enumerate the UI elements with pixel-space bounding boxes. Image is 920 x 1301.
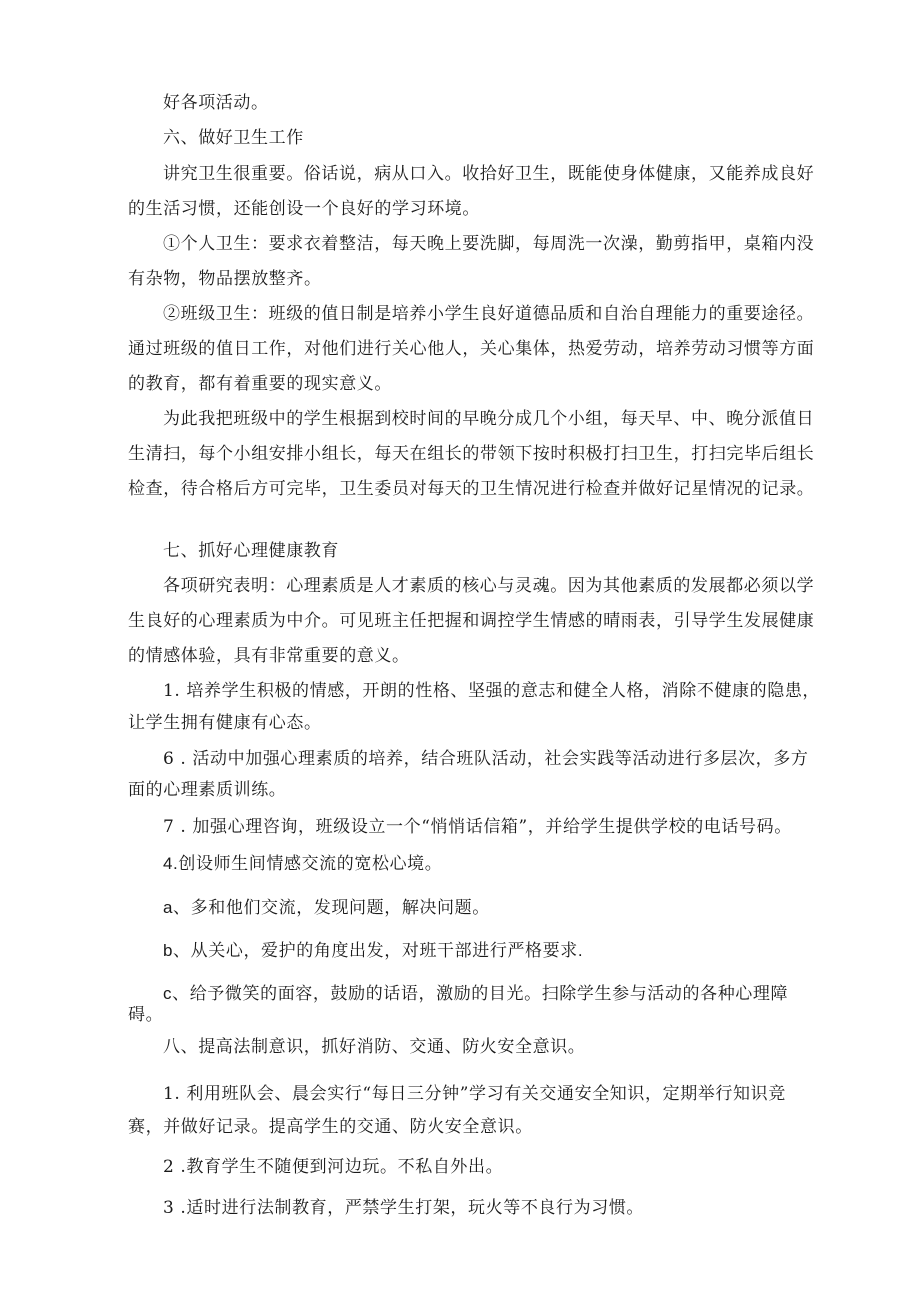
text-line: c、给予微笑的面容，鼓励的话语，激励的目光。扫除学生参与活动的各种心理障 (163, 984, 789, 1003)
text-line: 的情感体验，具有非常重要的意义。 (128, 646, 410, 666)
text-line: 通过班级的值日工作，对他们进行关心他人，关心集体，热爱劳动，培养劳动习惯等方面 (128, 339, 815, 359)
text-line: 7 . 加强心理咨询，班级设立一个“悄悄话信箱”，并给学生提供学校的电话号码。 (163, 817, 792, 837)
text-line: 检查，待合格后方可完毕，卫生委员对每天的卫生情况进行检查并做好记星情况的记录。 (128, 479, 815, 499)
text-line: 生清扫，每个小组安排小组长，每天在组长的带领下按时积极打扫卫生，打扫完毕后组长 (128, 444, 815, 464)
text-line: ①个人卫生：要求衣着整洁，每天晚上要洗脚，每周洗一次澡，勤剪指甲，桌箱内没 (163, 234, 815, 254)
text-line: 的生活习惯，还能创设一个良好的学习环境。 (128, 199, 480, 219)
text-line: 碍。 (128, 1005, 164, 1024)
text-line: 有杂物，物品摆放整齐。 (128, 269, 322, 289)
text-line: 讲究卫生很重要。俗话说，病从口入。收拾好卫生，既能使身体健康，又能养成良好 (163, 164, 815, 184)
text-line: 4.创设师生间情感交流的宽松心境。 (163, 854, 443, 873)
section-heading: 七、抓好心理健康教育 (163, 541, 339, 561)
section-heading: 八、提高法制意识，抓好消防、交通、防火安全意识。 (163, 1037, 586, 1057)
text-line: 6 . 活动中加强心理素质的培养，结合班队活动，社会实践等活动进行多层次，多方 (163, 749, 809, 769)
text-line: 为此我把班级中的学生根据到校时间的早晚分成几个小组，每天早、中、晚分派值日 (163, 409, 815, 429)
text-line: 1. 培养学生积极的情感，开朗的性格、坚强的意志和健全人格，消除不健康的隐患， (163, 681, 821, 701)
section-heading: 六、做好卫生工作 (163, 128, 304, 148)
text-line: 各项研究表明：心理素质是人才素质的核心与灵魂。因为其他素质的发展都必须以学 (163, 576, 815, 596)
text-line: ②班级卫生：班级的值日制是培养小学生良好道德品质和自治自理能力的重要途径。 (163, 304, 815, 324)
text-line: 面的心理素质训练。 (128, 780, 287, 800)
text-line: 让学生拥有健康有心态。 (128, 713, 322, 733)
text-line: a、多和他们交流，发现问题，解决问题。 (163, 898, 490, 917)
text-line: 3 .适时进行法制教育，严禁学生打架，玩火等不良行为习惯。 (163, 1198, 645, 1218)
text-line: 的教育，都有着重要的现实意义。 (128, 374, 392, 394)
text-line: 赛，并做好记录。提高学生的交通、防火安全意识。 (128, 1117, 533, 1137)
text-line: 好各项活动。 (163, 93, 269, 113)
text-line: b、从关心，爱护的角度出发，对班干部进行严格要求. (163, 941, 584, 960)
text-line: 生良好的心理素质为中介。可见班主任把握和调控学生情感的晴雨表，引导学生发展健康 (128, 611, 815, 631)
text-line: 1. 利用班队会、晨会实行“每日三分钟”学习有关交通安全知识，定期举行知识竞 (163, 1084, 786, 1104)
text-line: 2 .教育学生不随便到河边玩。不私自外出。 (163, 1157, 504, 1177)
